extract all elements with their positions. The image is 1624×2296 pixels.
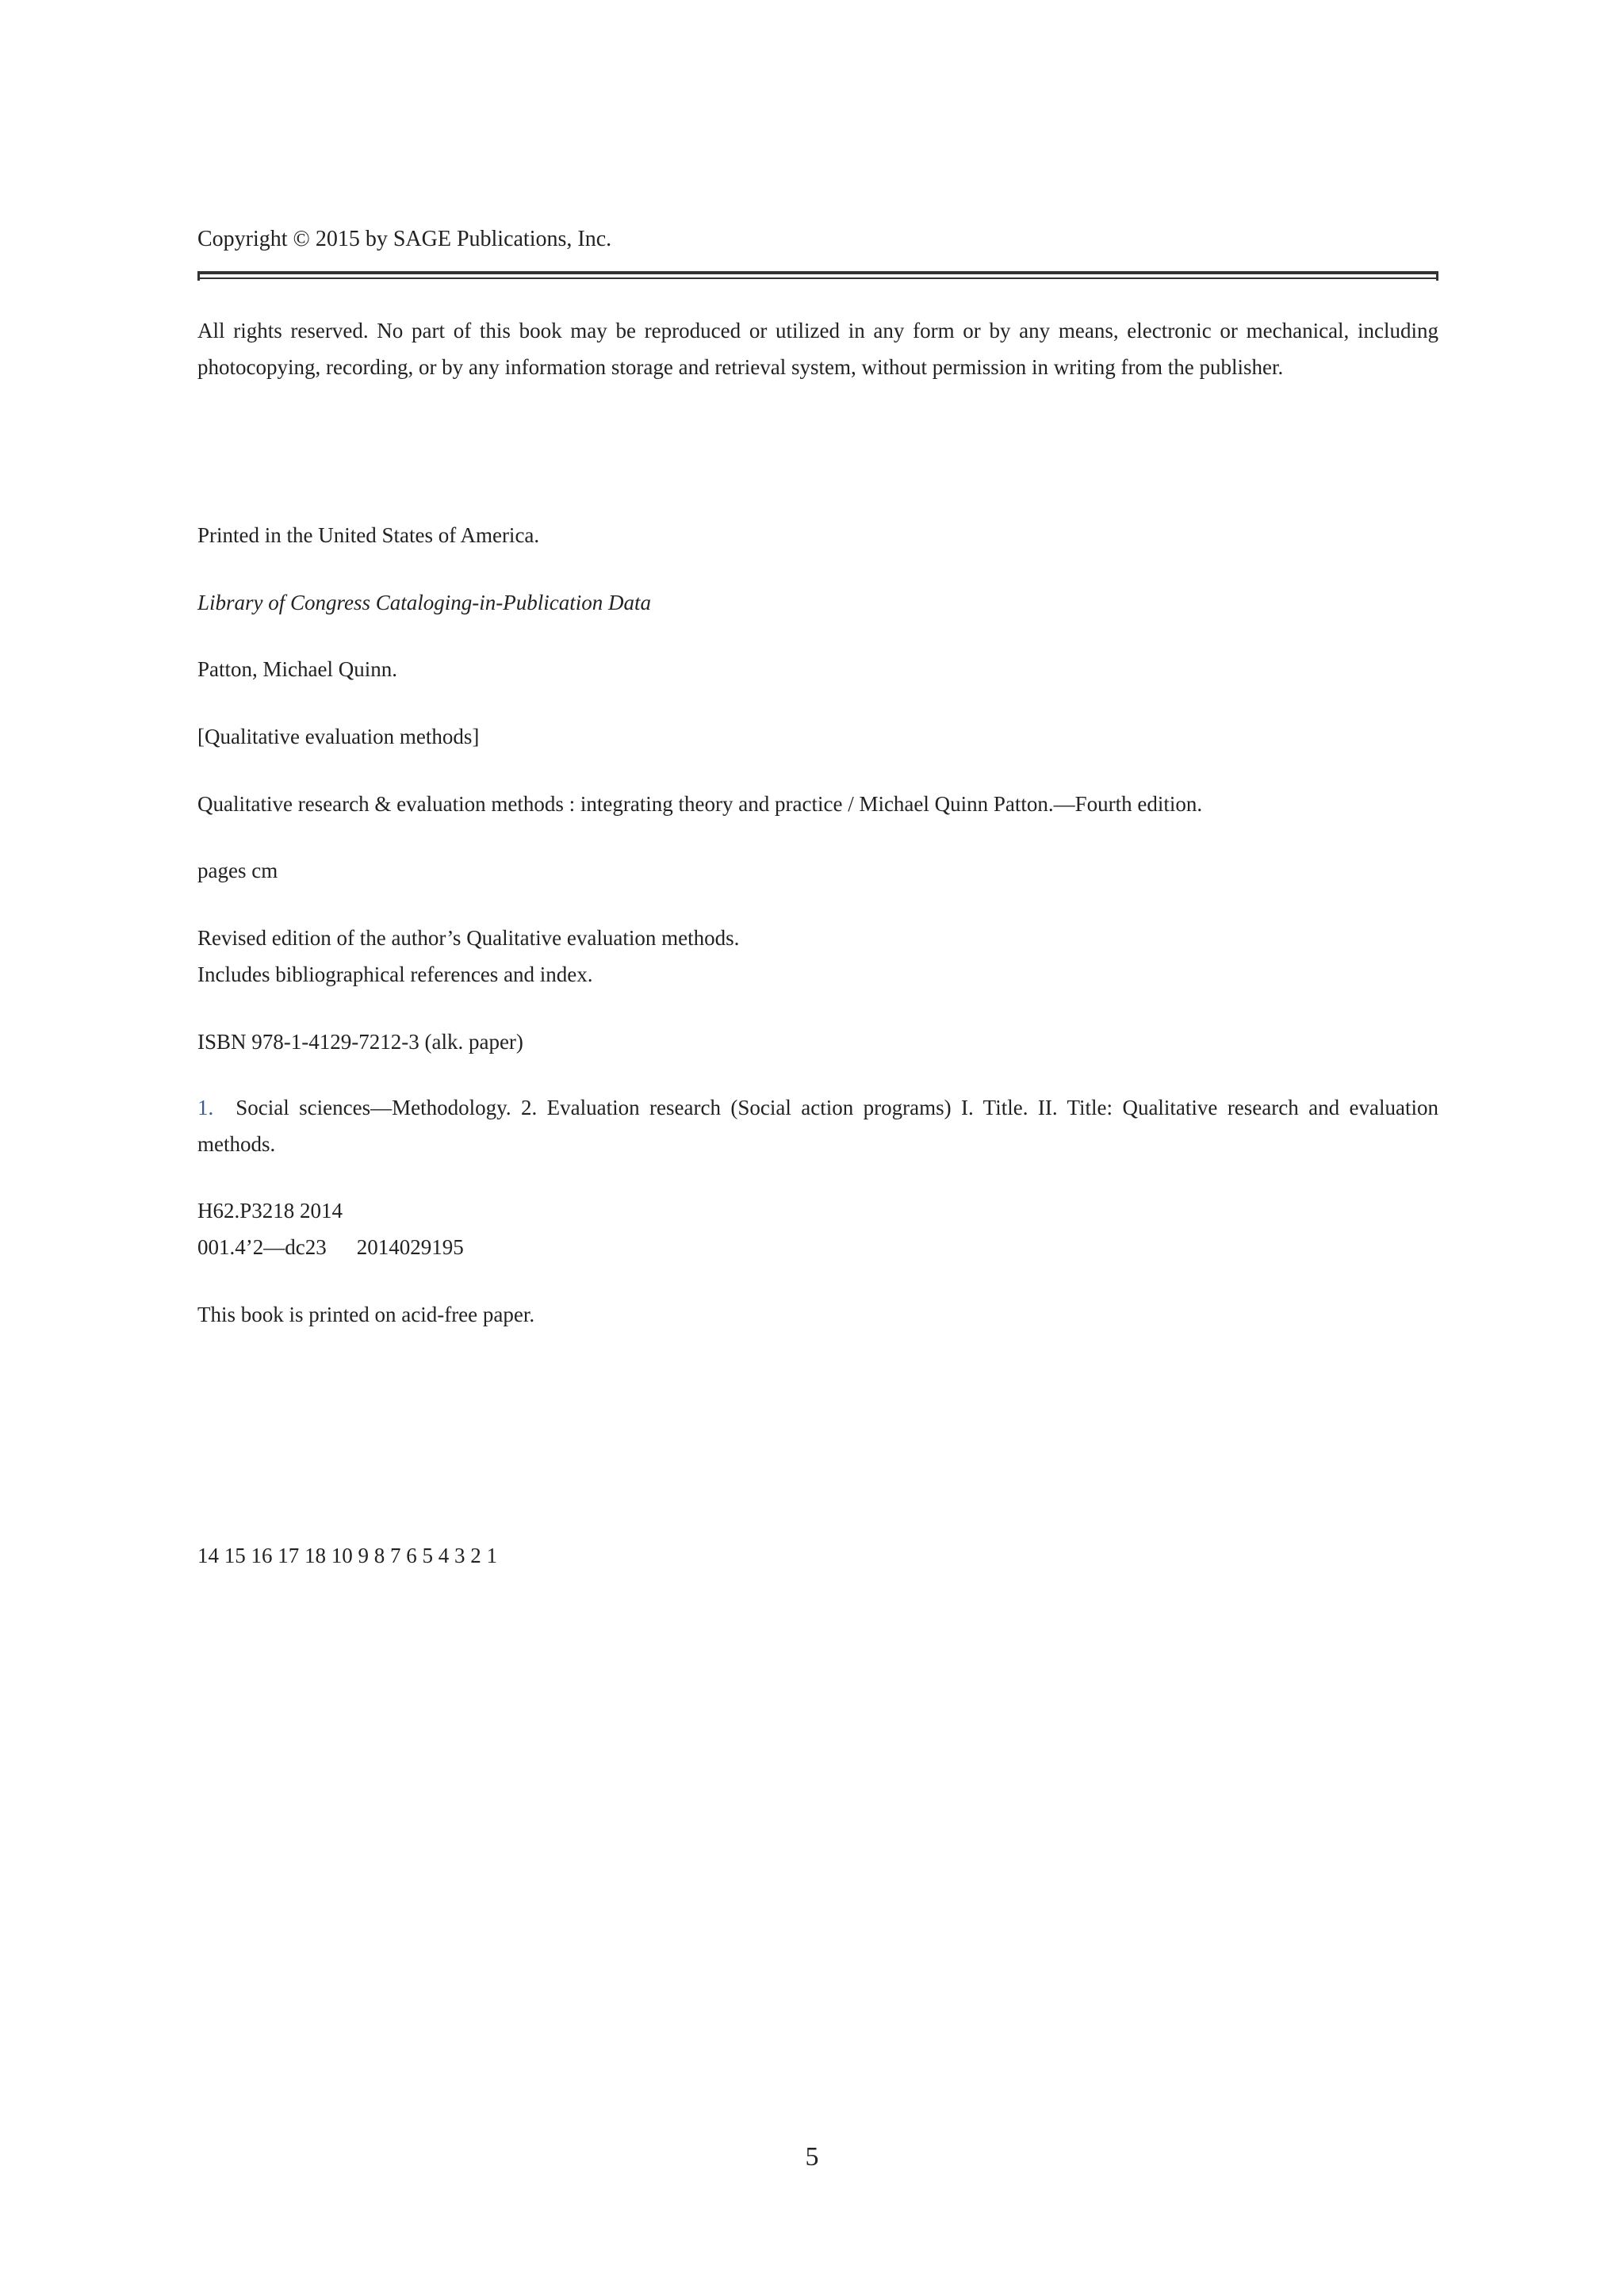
page-number: 5: [805, 2142, 819, 2172]
isbn: ISBN 978-1-4129-7212-3 (alk. paper): [197, 1030, 523, 1054]
copyright-notice: Copyright © 2015 by SAGE Publications, Inc.: [197, 227, 612, 251]
printing-line: 14 15 16 17 18 10 9 8 7 6 5 4 3 2 1: [197, 1544, 497, 1567]
includes-note: Includes bibliographical references and index.: [197, 962, 593, 986]
rights-statement: All rights reserved. No part of this book may be reproduced or utilized in any form or by any means, electronic or mechanical, including photocopying, recording, or by any information storage and retrieval system, without permission in writing from the publisher.: [197, 319, 1438, 379]
subject-number: 1.: [197, 1096, 214, 1119]
cip-heading: Library of Congress Cataloging-in-Publication Data: [197, 591, 652, 614]
acid-free-note: This book is printed on acid-free paper.: [197, 1303, 535, 1326]
printed-in: Printed in the United States of America.: [197, 523, 540, 547]
lccn: 2014029195: [356, 1235, 464, 1259]
subject-text: Social sciences—Methodology. 2. Evaluation research (Social action programs) I. Title. II. Title: Qualitative research and evaluation methods.: [197, 1096, 1438, 1156]
pages-note: pages cm: [197, 859, 278, 882]
author-entry: Patton, Michael Quinn.: [197, 657, 397, 681]
notes-block: [197, 920, 1438, 993]
revised-note: Revised edition of the author’s Qualitative evaluation methods.: [197, 926, 740, 950]
title-statement: Qualitative research & evaluation methods : integrating theory and practice / Michael Quinn Patton.—Fourth edition.: [197, 792, 1203, 816]
subject-headings: [197, 1089, 1438, 1162]
lc-classification: H62.P3218 2014: [197, 1199, 343, 1223]
classification-block: [197, 1192, 1438, 1265]
dewey-classification: 001.4’2—dc23: [197, 1235, 327, 1259]
former-title: [Qualitative evaluation methods]: [197, 725, 480, 748]
double-rule-divider: [197, 271, 1438, 282]
